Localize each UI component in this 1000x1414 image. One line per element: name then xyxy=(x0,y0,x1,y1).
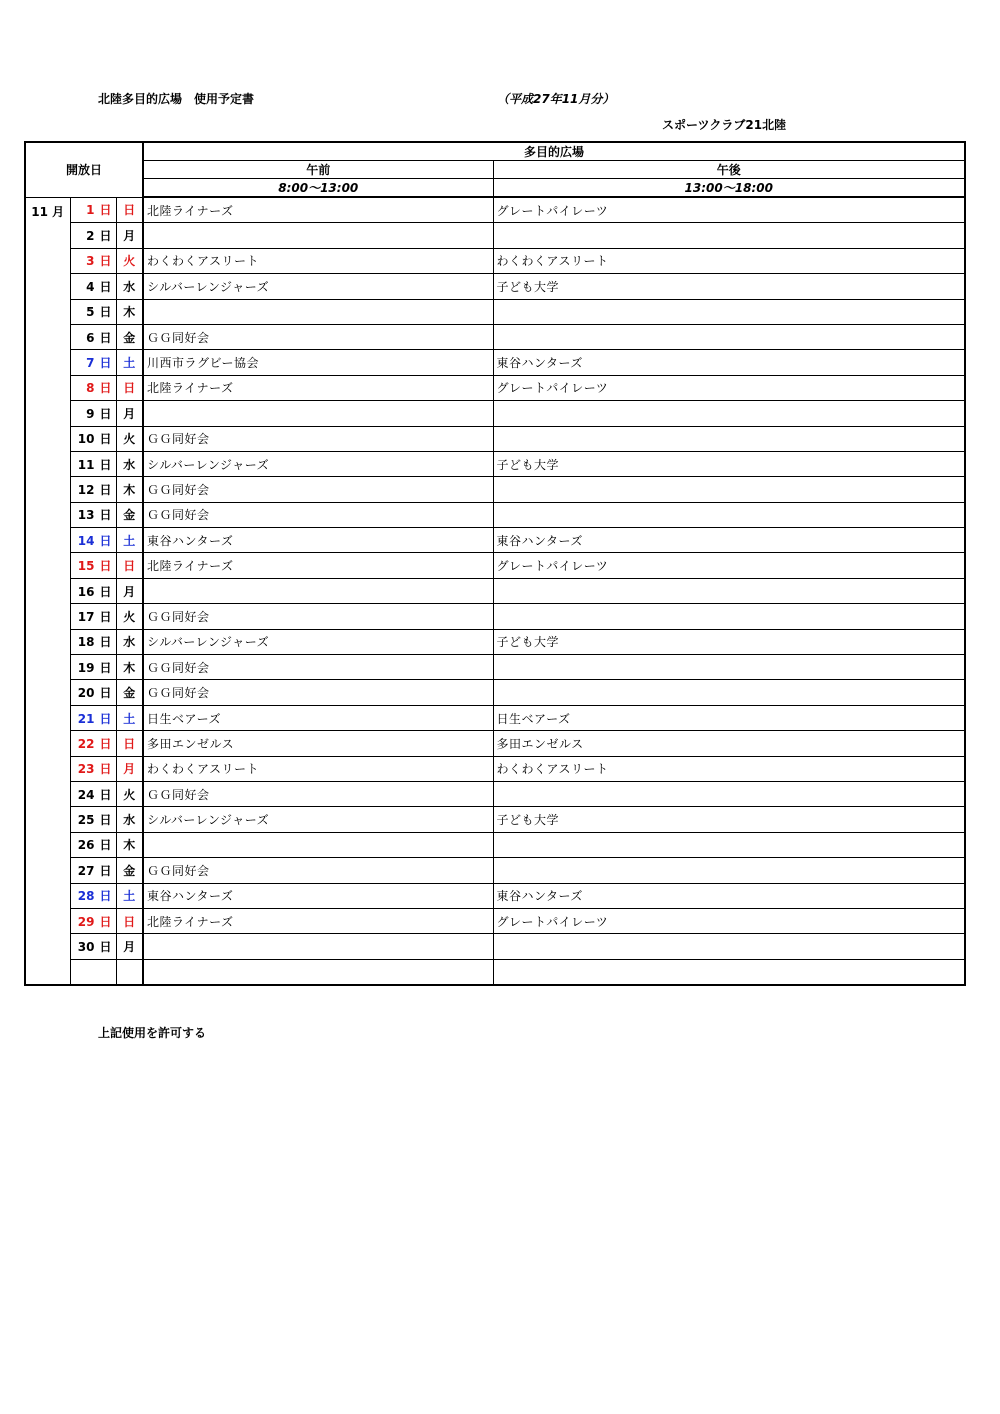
day-number xyxy=(70,299,116,324)
day-number-value: 6 xyxy=(86,330,95,345)
schedule-table xyxy=(24,141,966,986)
day-number-value: 17 xyxy=(77,609,95,624)
day-number xyxy=(70,502,116,527)
day-number-value: 16 xyxy=(77,584,95,599)
pm-booking: 東谷ハンターズ xyxy=(493,883,965,908)
pm-booking xyxy=(493,934,965,959)
day-number-value: 21 xyxy=(77,711,95,726)
am-booking: わくわくアスリート xyxy=(143,756,493,781)
day-of-week: 日 xyxy=(116,197,143,223)
day-of-week: 火 xyxy=(116,604,143,629)
day-of-week: 木 xyxy=(116,655,143,680)
day-of-week: 土 xyxy=(116,883,143,908)
day-unit: 日 xyxy=(99,305,112,320)
day-unit: 日 xyxy=(99,279,112,294)
day-number xyxy=(70,274,116,299)
day-unit: 日 xyxy=(99,863,112,878)
schedule-row xyxy=(25,858,965,883)
day-of-week: 日 xyxy=(116,553,143,578)
day-number-value: 24 xyxy=(77,787,95,802)
day-unit: 日 xyxy=(99,203,112,218)
day-number-value: 5 xyxy=(86,305,95,320)
open-day-header: 開放日 xyxy=(25,142,143,197)
day-number xyxy=(70,477,116,502)
am-booking xyxy=(143,401,493,426)
day-number-value: 26 xyxy=(77,838,95,853)
blank-cell xyxy=(493,959,965,985)
day-unit: 日 xyxy=(99,356,112,371)
day-unit: 日 xyxy=(99,762,112,777)
day-number xyxy=(70,401,116,426)
am-booking: ＧＧ同好会 xyxy=(143,324,493,349)
schedule-row xyxy=(25,731,965,756)
pm-booking xyxy=(493,223,965,248)
day-unit: 日 xyxy=(99,406,112,421)
day-number-value: 19 xyxy=(77,660,95,675)
pm-booking: わくわくアスリート xyxy=(493,248,965,273)
day-number xyxy=(70,553,116,578)
day-unit: 日 xyxy=(99,609,112,624)
schedule-row xyxy=(25,528,965,553)
day-number xyxy=(70,604,116,629)
pm-booking xyxy=(493,426,965,451)
day-number xyxy=(70,324,116,349)
day-number xyxy=(70,832,116,857)
day-number-value: 2 xyxy=(86,229,95,244)
pm-booking xyxy=(493,604,965,629)
day-unit: 日 xyxy=(99,838,112,853)
day-of-week: 月 xyxy=(116,401,143,426)
am-booking: わくわくアスリート xyxy=(143,248,493,273)
schedule-row xyxy=(25,426,965,451)
day-unit: 日 xyxy=(99,736,112,751)
day-number-value: 8 xyxy=(86,381,95,396)
day-number xyxy=(70,426,116,451)
pm-booking xyxy=(493,655,965,680)
day-number xyxy=(70,528,116,553)
day-number xyxy=(70,756,116,781)
pm-booking: グレートパイレーツ xyxy=(493,375,965,400)
schedule-row xyxy=(25,883,965,908)
day-of-week: 日 xyxy=(116,375,143,400)
am-booking: 川西市ラグビー協会 xyxy=(143,350,493,375)
day-number xyxy=(70,451,116,476)
day-of-week: 金 xyxy=(116,680,143,705)
am-booking: 東谷ハンターズ xyxy=(143,883,493,908)
schedule-row xyxy=(25,807,965,832)
document-title: 北陸多目的広場 使用予定書 xyxy=(98,92,255,106)
am-booking xyxy=(143,299,493,324)
day-of-week: 水 xyxy=(116,451,143,476)
schedule-row xyxy=(25,629,965,654)
day-of-week: 火 xyxy=(116,426,143,451)
day-number-value: 30 xyxy=(77,940,95,955)
pm-booking: グレートパイレーツ xyxy=(493,908,965,933)
pm-booking: グレートパイレーツ xyxy=(493,197,965,223)
day-unit: 日 xyxy=(99,482,112,497)
day-unit: 日 xyxy=(99,686,112,701)
pm-booking: 多田エンゼルス xyxy=(493,731,965,756)
am-booking: ＧＧ同好会 xyxy=(143,781,493,806)
am-booking xyxy=(143,934,493,959)
am-booking: シルバーレンジャーズ xyxy=(143,274,493,299)
day-number xyxy=(70,781,116,806)
day-number xyxy=(70,350,116,375)
day-number-value: 15 xyxy=(77,559,95,574)
day-of-week: 木 xyxy=(116,477,143,502)
am-booking: ＧＧ同好会 xyxy=(143,858,493,883)
day-of-week: 火 xyxy=(116,781,143,806)
day-unit: 日 xyxy=(99,432,112,447)
pm-booking xyxy=(493,477,965,502)
am-booking: ＧＧ同好会 xyxy=(143,477,493,502)
blank-row xyxy=(25,959,965,985)
am-booking: 北陸ライナーズ xyxy=(143,197,493,223)
day-unit: 日 xyxy=(99,711,112,726)
pm-booking: 子ども大学 xyxy=(493,274,965,299)
day-number-value: 10 xyxy=(77,432,95,447)
schedule-row xyxy=(25,553,965,578)
am-booking: 北陸ライナーズ xyxy=(143,553,493,578)
day-of-week: 木 xyxy=(116,832,143,857)
am-booking: 東谷ハンターズ xyxy=(143,528,493,553)
am-booking xyxy=(143,223,493,248)
am-booking: シルバーレンジャーズ xyxy=(143,807,493,832)
day-of-week: 土 xyxy=(116,350,143,375)
pm-booking: 子ども大学 xyxy=(493,629,965,654)
day-of-week: 金 xyxy=(116,324,143,349)
am-header: 午前 xyxy=(143,161,493,179)
schedule-row xyxy=(25,451,965,476)
day-number-value: 4 xyxy=(86,279,95,294)
pm-booking xyxy=(493,578,965,603)
pm-booking: 東谷ハンターズ xyxy=(493,528,965,553)
day-of-week: 金 xyxy=(116,858,143,883)
schedule-row xyxy=(25,375,965,400)
venue-header: 多目的広場 xyxy=(143,142,965,161)
pm-booking: 日生ベアーズ xyxy=(493,705,965,730)
am-booking: 北陸ライナーズ xyxy=(143,908,493,933)
day-of-week: 日 xyxy=(116,908,143,933)
pm-time: 13:00～18:00 xyxy=(493,179,965,198)
pm-booking xyxy=(493,680,965,705)
pm-booking xyxy=(493,858,965,883)
schedule-row xyxy=(25,502,965,527)
day-number xyxy=(70,197,116,223)
day-unit: 日 xyxy=(99,457,112,472)
am-booking: ＧＧ同好会 xyxy=(143,680,493,705)
schedule-row xyxy=(25,401,965,426)
schedule-row xyxy=(25,705,965,730)
schedule-row xyxy=(25,197,965,223)
day-number xyxy=(70,883,116,908)
day-of-week: 土 xyxy=(116,705,143,730)
day-number-value: 25 xyxy=(77,813,95,828)
schedule-row xyxy=(25,223,965,248)
am-booking: 多田エンゼルス xyxy=(143,731,493,756)
am-booking: シルバーレンジャーズ xyxy=(143,451,493,476)
day-of-week: 火 xyxy=(116,248,143,273)
day-of-week: 水 xyxy=(116,629,143,654)
day-unit: 日 xyxy=(99,381,112,396)
day-number-value: 28 xyxy=(77,889,95,904)
pm-booking xyxy=(493,832,965,857)
day-number xyxy=(70,731,116,756)
schedule-row xyxy=(25,350,965,375)
schedule-row xyxy=(25,274,965,299)
day-number-value: 13 xyxy=(77,508,95,523)
day-unit: 日 xyxy=(99,533,112,548)
day-number-value: 11 xyxy=(77,457,95,472)
day-number-value: 7 xyxy=(86,356,95,371)
schedule-row xyxy=(25,604,965,629)
day-unit: 日 xyxy=(99,940,112,955)
day-number-value: 9 xyxy=(86,406,95,421)
day-of-week: 土 xyxy=(116,528,143,553)
day-unit: 日 xyxy=(99,660,112,675)
day-unit: 日 xyxy=(99,813,112,828)
schedule-row xyxy=(25,781,965,806)
schedule-row xyxy=(25,248,965,273)
schedule-row xyxy=(25,756,965,781)
day-number-value: 27 xyxy=(77,863,95,878)
pm-booking: グレートパイレーツ xyxy=(493,553,965,578)
am-time: 8:00～13:00 xyxy=(143,179,493,198)
pm-booking xyxy=(493,299,965,324)
pm-booking: 子ども大学 xyxy=(493,451,965,476)
day-number xyxy=(70,807,116,832)
day-unit: 日 xyxy=(99,559,112,574)
am-booking: ＧＧ同好会 xyxy=(143,502,493,527)
am-booking: 日生ベアーズ xyxy=(143,705,493,730)
day-of-week: 木 xyxy=(116,299,143,324)
am-booking: シルバーレンジャーズ xyxy=(143,629,493,654)
day-number-value: 1 xyxy=(86,203,95,218)
day-number xyxy=(70,858,116,883)
pm-booking: 東谷ハンターズ xyxy=(493,350,965,375)
pm-booking xyxy=(493,324,965,349)
day-number xyxy=(70,223,116,248)
day-number xyxy=(70,705,116,730)
day-unit: 日 xyxy=(99,508,112,523)
day-unit: 日 xyxy=(99,584,112,599)
day-of-week: 水 xyxy=(116,807,143,832)
am-booking: 北陸ライナーズ xyxy=(143,375,493,400)
am-booking: ＧＧ同好会 xyxy=(143,604,493,629)
day-of-week: 水 xyxy=(116,274,143,299)
pm-booking xyxy=(493,502,965,527)
am-booking xyxy=(143,832,493,857)
approval-text: 上記使用を許可する xyxy=(98,1026,207,1040)
blank-cell xyxy=(116,959,143,985)
am-booking: ＧＧ同好会 xyxy=(143,426,493,451)
blank-cell xyxy=(143,959,493,985)
day-of-week: 月 xyxy=(116,223,143,248)
day-number-value: 23 xyxy=(77,762,95,777)
day-of-week: 金 xyxy=(116,502,143,527)
schedule-row xyxy=(25,832,965,857)
pm-header: 午後 xyxy=(493,161,965,179)
day-unit: 日 xyxy=(99,330,112,345)
schedule-row xyxy=(25,477,965,502)
day-number-value: 12 xyxy=(77,482,95,497)
day-number-value: 22 xyxy=(77,736,95,751)
am-booking: ＧＧ同好会 xyxy=(143,655,493,680)
pm-booking xyxy=(493,781,965,806)
day-number-value: 29 xyxy=(77,914,95,929)
pm-booking: 子ども大学 xyxy=(493,807,965,832)
schedule-row xyxy=(25,299,965,324)
blank-cell xyxy=(70,959,116,985)
schedule-row xyxy=(25,324,965,349)
day-number xyxy=(70,578,116,603)
day-of-week: 日 xyxy=(116,731,143,756)
day-unit: 日 xyxy=(99,635,112,650)
day-number xyxy=(70,629,116,654)
day-number xyxy=(70,908,116,933)
day-number xyxy=(70,655,116,680)
day-unit: 日 xyxy=(99,254,112,269)
day-unit: 日 xyxy=(99,229,112,244)
day-unit: 日 xyxy=(99,787,112,802)
day-of-week: 月 xyxy=(116,756,143,781)
day-unit: 日 xyxy=(99,889,112,904)
day-number-value: 18 xyxy=(77,635,95,650)
organization-name: スポーツクラブ21北陸 xyxy=(662,118,787,132)
document-period: （平成27年11月分） xyxy=(497,92,615,106)
day-number xyxy=(70,680,116,705)
day-of-week: 月 xyxy=(116,934,143,959)
schedule-row xyxy=(25,578,965,603)
schedule-row xyxy=(25,934,965,959)
day-number-value: 3 xyxy=(86,254,95,269)
schedule-row xyxy=(25,680,965,705)
schedule-row xyxy=(25,655,965,680)
day-number-value: 14 xyxy=(77,533,95,548)
day-number-value: 20 xyxy=(77,686,95,701)
month-label: 11 月 xyxy=(25,197,70,985)
pm-booking xyxy=(493,401,965,426)
day-number xyxy=(70,248,116,273)
schedule-row xyxy=(25,908,965,933)
pm-booking: わくわくアスリート xyxy=(493,756,965,781)
day-unit: 日 xyxy=(99,914,112,929)
am-booking xyxy=(143,578,493,603)
day-of-week: 月 xyxy=(116,578,143,603)
day-number xyxy=(70,375,116,400)
day-number xyxy=(70,934,116,959)
